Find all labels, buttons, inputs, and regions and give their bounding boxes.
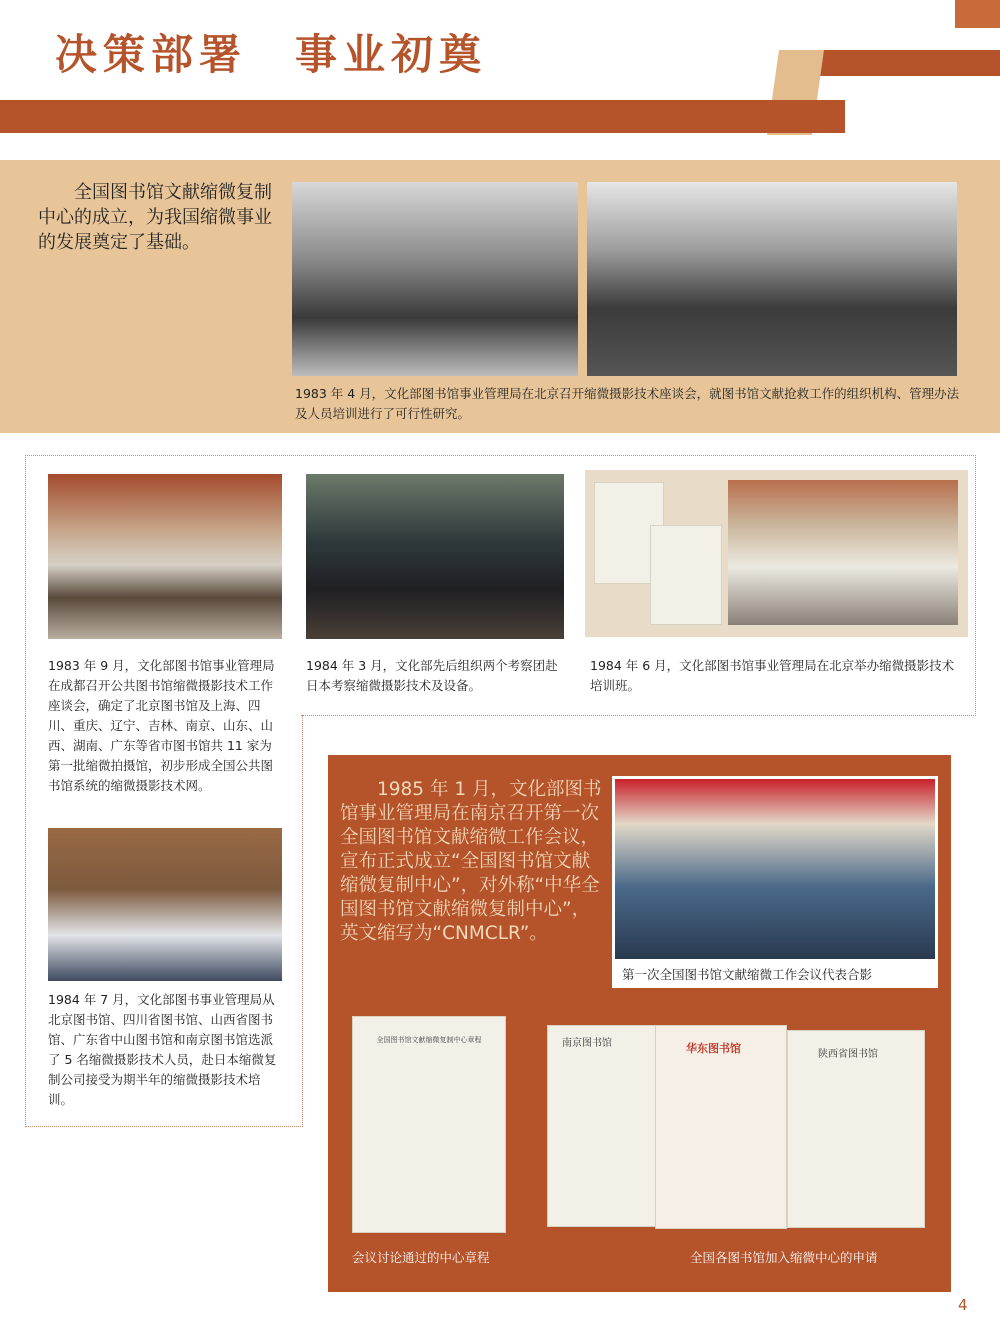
document-application-2: [655, 1025, 787, 1229]
document-center-charter: [352, 1016, 506, 1233]
group-photo-frame: [612, 776, 938, 988]
caption-applications: 全国各图书馆加入缩微中心的申请: [690, 1250, 878, 1265]
header-decoration-right: [800, 50, 1000, 76]
caption-charter: 会议讨论通过的中心章程: [352, 1250, 490, 1265]
photo-chengdu-meeting: [48, 474, 282, 639]
caption-1983-april: 1983 年 4 月，文化部图书馆事业管理局在北京召开缩微摄影技术座谈会，就图书馆文献抢救工作的组织机构、管理办法及人员培训进行了可行性研究。: [295, 386, 960, 421]
cnmclr-founding-text: 1985 年 1 月，文化部图书馆事业管理局在南京召开第一次全国图书馆文献缩微工作会议，宣布正式成立“全国图书馆文献缩微复制中心”，对外称“中华全国图书馆文献缩微复制中心”，英文缩写为“CNMCLR”。: [340, 779, 602, 944]
caption-1984-july: 1984 年 7 月，文化部图书事业管理局从北京图书馆、四川省图书馆、山西省图书馆、广东省中山图书馆和南京图书馆选派了 5 名缩微摄影技术人员，赴日本缩微复制公司接受为期半年的缩微摄影技术培训。: [48, 992, 277, 1107]
photo-japan-visit: [306, 474, 564, 639]
intro-text: 全国图书馆文献缩微复制中心的成立，为我国缩微事业的发展奠定了基础。: [38, 182, 272, 253]
photo-seminar-group: [292, 182, 578, 376]
application-1-title: 南京图书馆: [562, 1038, 612, 1049]
header-band: [0, 100, 845, 133]
caption-1984-june: 1984 年 6 月，文化部图书馆事业管理局在北京举办缩微摄影技术培训班。: [590, 658, 955, 693]
document-application-3: [787, 1030, 925, 1228]
page-number: 4: [958, 1296, 968, 1314]
caption-first-conference: 第一次全国图书馆文献缩微工作会议代表合影: [622, 967, 873, 982]
application-3-title: 陕西省图书馆: [818, 1049, 878, 1060]
photo-japan-training: [48, 828, 282, 981]
document-training-notice-2: [650, 525, 722, 625]
page-title: 决策部署 事业初奠: [55, 30, 488, 79]
photo-training-class: [728, 480, 958, 625]
section-divider: [301, 715, 974, 716]
caption-1983-september: 1983 年 9 月，文化部图书馆事业管理局在成都召开公共图书馆缩微摄影技术工作座谈会，确定了北京图书馆及上海、四川、重庆、辽宁、吉林、南京、山东、山西、湖南、广东等省市图书馆共 11 家为第一批缩微拍摄馆，初步形成全国公共图书馆系统的缩微摄影技术网。: [48, 658, 275, 793]
caption-1984-march: 1984 年 3 月，文化部先后组织两个考察团赴日本考察缩微摄影技术及设备。: [306, 658, 558, 693]
application-2-title: 华东图书馆: [686, 1042, 741, 1055]
photo-first-conference: [615, 779, 935, 959]
charter-title: 全国图书馆文献缩微复制中心章程: [376, 1036, 482, 1044]
document-application-1: [547, 1025, 669, 1227]
photo-seminar-meeting: [587, 182, 957, 376]
header-decoration-top: [955, 0, 1000, 28]
